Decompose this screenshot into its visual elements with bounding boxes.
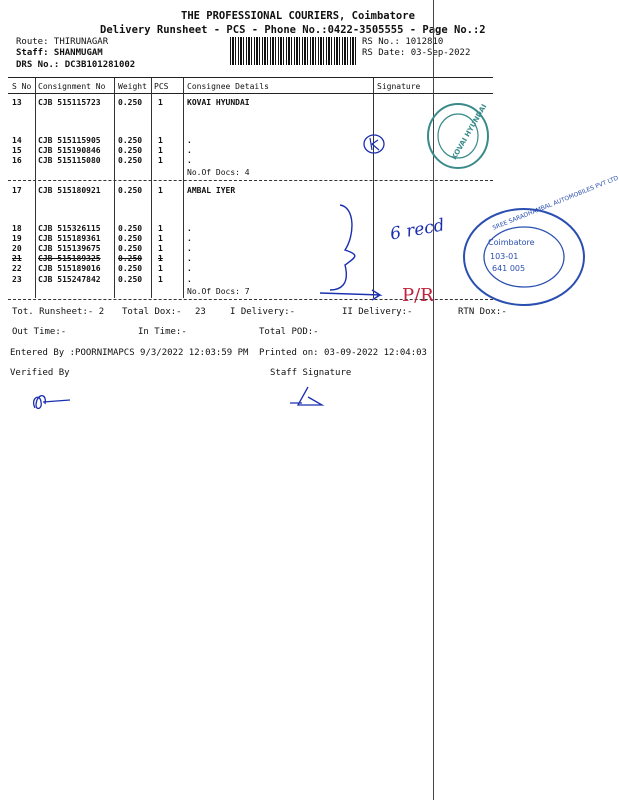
- barcode: [230, 37, 358, 65]
- cell-details: .: [187, 244, 192, 253]
- company-name: THE PROFESSIONAL COURIERS, Coimbatore: [181, 10, 415, 22]
- cell-pcs: 1: [158, 156, 163, 165]
- cell-pcs: 1: [158, 136, 163, 145]
- table-top-rule: [8, 77, 493, 78]
- col-consignment: Consignment No: [38, 82, 106, 91]
- cell-consignment: CJB 515115905: [38, 136, 101, 145]
- cell-sno: 20: [12, 244, 22, 253]
- cell-sno: 16: [12, 156, 22, 165]
- cell-weight: 0.250: [118, 254, 143, 263]
- staff-signature-label: Staff Signature: [270, 368, 352, 378]
- docs-count: No.Of Docs: 7: [187, 287, 250, 296]
- cell-details: .: [187, 156, 192, 165]
- col-sep: [183, 78, 184, 298]
- cell-details: .: [187, 234, 192, 243]
- brace-mark: [300, 195, 390, 305]
- col-sep: [35, 78, 36, 298]
- rtn-dox: RTN Dox:-: [458, 307, 507, 317]
- cell-sno: 17: [12, 186, 22, 195]
- i-delivery: I Delivery:-: [230, 307, 296, 317]
- total-pod: Total POD:-: [259, 327, 319, 337]
- cell-sno: 22: [12, 264, 22, 273]
- cell-sno: 14: [12, 136, 22, 145]
- col-sno: S No: [12, 82, 32, 91]
- cell-details: .: [187, 136, 192, 145]
- cell-sno: 15: [12, 146, 22, 155]
- cell-pcs: 1: [158, 275, 163, 284]
- initial-mark: [360, 130, 390, 158]
- drs-number: DRS No.: DC3B101281002: [16, 60, 136, 70]
- cell-pcs: 1: [158, 264, 163, 273]
- cell-consignment: CJB 515326115: [38, 224, 101, 233]
- verified-signature: [25, 388, 75, 416]
- cell-consignment: CJB 515115723: [38, 98, 101, 107]
- ambal-stamp: [460, 205, 588, 310]
- cell-sno: 19: [12, 234, 22, 243]
- cell-pcs: 1: [158, 244, 163, 253]
- cell-pcs: 1: [158, 254, 163, 263]
- received-note: 6 recd: [388, 215, 447, 245]
- cell-consignment: CJB 515247842: [38, 275, 101, 284]
- staff-signature: [280, 383, 330, 413]
- cell-details: .: [187, 275, 192, 284]
- kovai-stamp-text: KOVAI HYUNDAI: [450, 102, 489, 162]
- col-consignee: Consignee Details: [187, 82, 269, 91]
- ambal-code: 103-01: [490, 252, 519, 261]
- cell-consignment: CJB 515115080: [38, 156, 101, 165]
- ambal-stamp-text: SREE SARADHAMBAL AUTOMOBILES PVT LTD: [491, 174, 619, 232]
- rs-number: RS No.: 1012810: [362, 37, 444, 47]
- cell-pcs: 1: [158, 186, 163, 195]
- route: Route: THIRUNAGAR: [16, 37, 109, 47]
- entered-by: Entered By :POORNIMAPCS 9/3/2022 12:03:59 PM: [10, 348, 249, 358]
- col-sep: [151, 78, 152, 298]
- cell-details: .: [187, 224, 192, 233]
- ambal-city: Coimbatore: [488, 238, 535, 247]
- runsheet-title: Delivery Runsheet - PCS - Phone No.:0422-3505555 - Page No.:2: [100, 24, 486, 36]
- consignee-name: KOVAI HYUNDAI: [187, 98, 250, 107]
- total-runsheet: Tot. Runsheet:- 2: [12, 307, 105, 317]
- cell-weight: 0.250: [118, 234, 143, 243]
- total-dox-value: 23: [195, 307, 206, 317]
- cell-details: .: [187, 146, 192, 155]
- col-sep: [114, 78, 115, 298]
- total-dox-label: Total Dox:-: [122, 307, 182, 317]
- cell-sno: 13: [12, 98, 22, 107]
- cell-weight: 0.250: [118, 136, 143, 145]
- cell-pcs: 1: [158, 224, 163, 233]
- cell-pcs: 1: [158, 234, 163, 243]
- col-weight: Weight: [118, 82, 147, 91]
- cell-weight: 0.250: [118, 244, 143, 253]
- cell-weight: 0.250: [118, 264, 143, 273]
- consignee-name: AMBAL IYER: [187, 186, 236, 195]
- ambal-pin: 641 005: [492, 264, 526, 273]
- cell-weight: 0.250: [118, 224, 143, 233]
- cell-pcs: 1: [158, 146, 163, 155]
- cell-sno: 23: [12, 275, 22, 284]
- out-time: Out Time:-: [12, 327, 67, 337]
- pr-note: P/R: [402, 285, 434, 306]
- cell-consignment: CJB 515189325: [38, 254, 101, 263]
- cell-consignment: CJB 515189361: [38, 234, 101, 243]
- cell-weight: 0.250: [118, 98, 143, 107]
- cell-details: .: [187, 264, 192, 273]
- verified-by: Verified By: [10, 368, 70, 378]
- printed-on: Printed on: 03-09-2022 12:04:03: [259, 348, 427, 358]
- cell-details: .: [187, 254, 192, 263]
- col-signature: Signature: [377, 82, 421, 91]
- cell-sno: 21: [12, 254, 22, 263]
- cell-sno: 18: [12, 224, 22, 233]
- cell-pcs: 1: [158, 98, 163, 107]
- cell-weight: 0.250: [118, 146, 143, 155]
- cell-consignment: CJB 515139675: [38, 244, 101, 253]
- cell-weight: 0.250: [118, 275, 143, 284]
- in-time: In Time:-: [138, 327, 187, 337]
- rs-date: RS Date: 03-Sep-2022: [362, 48, 471, 58]
- cell-consignment: CJB 515189016: [38, 264, 101, 273]
- cell-weight: 0.250: [118, 156, 143, 165]
- docs-count: No.Of Docs: 4: [187, 168, 250, 177]
- cell-consignment: CJB 515180921: [38, 186, 101, 195]
- table-header-rule: [8, 93, 493, 94]
- staff: Staff: SHANMUGAM: [16, 48, 103, 58]
- col-pcs: PCS: [154, 82, 169, 91]
- group-separator: [8, 180, 493, 181]
- ii-delivery: II Delivery:-: [342, 307, 413, 317]
- cell-weight: 0.250: [118, 186, 143, 195]
- cell-consignment: CJB 515190846: [38, 146, 101, 155]
